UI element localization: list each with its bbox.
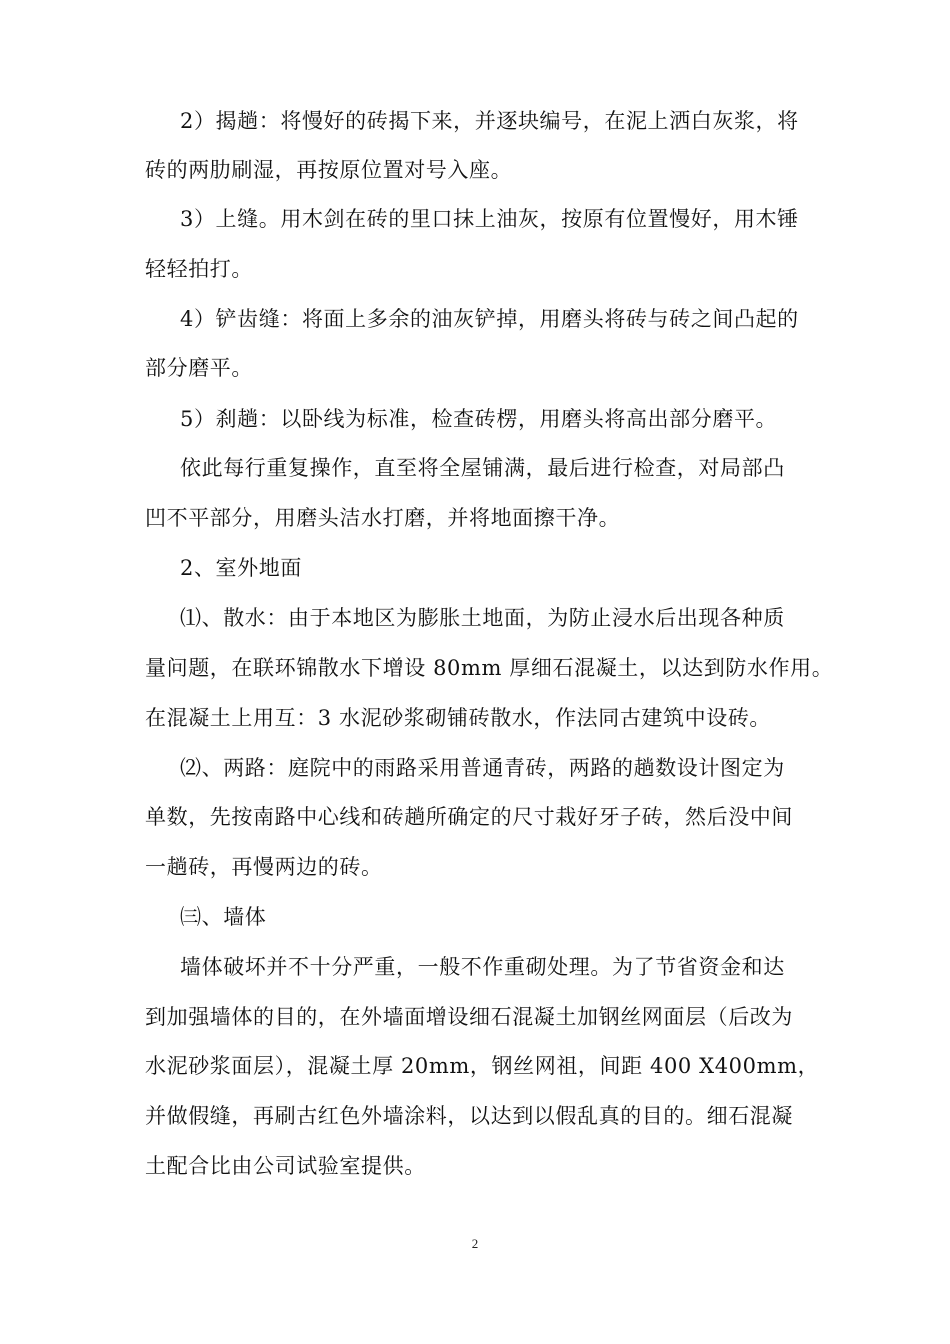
text-line: 部分磨平。: [145, 356, 253, 380]
text-line: 轻轻拍打。: [145, 257, 253, 281]
text-line: 4）铲齿缝：将面上多余的油灰铲掉，用磨头将砖与砖之间凸起的: [180, 307, 799, 331]
text-line: 土配合比由公司试验室提供。: [145, 1154, 426, 1178]
section-heading: ㈢、墙体: [180, 905, 267, 929]
text-line: 3）上缝。用木剑在砖的里口抹上油灰，按原有位置慢好，用木锤: [180, 207, 799, 231]
text-line: 单数，先按南路中心线和砖趟所确定的尺寸栽好牙子砖，然后没中间: [145, 805, 793, 829]
text-line: 墙体破坏并不十分严重，一般不作重砌处理。为了节省资金和达: [180, 955, 785, 979]
text-line: 2）揭趟：将慢好的砖揭下来，并逐块编号，在泥上洒白灰浆，将: [180, 109, 799, 133]
text-line: ⑵、两路：庭院中的雨路采用普通青砖，两路的趟数设计图定为: [180, 756, 785, 780]
text-line: 凹不平部分，用磨头洁水打磨，并将地面擦干净。: [145, 506, 621, 530]
text-line: 依此每行重复操作，直至将全屋铺满，最后进行检查，对局部凸: [180, 456, 785, 480]
section-heading: 2、室外地面: [180, 556, 302, 580]
text-line: 水泥砂浆面层），混凝土厚 20mm，钢丝网祖，间距 400 X400mm，: [145, 1054, 820, 1078]
text-line: 量问题，在联环锦散水下增设 80mm 厚细石混凝土，以达到防水作用。: [145, 656, 834, 680]
text-line: 到加强墙体的目的，在外墙面增设细石混凝土加钢丝网面层（后改为: [145, 1005, 793, 1029]
text-line: 砖的两肋刷湿，再按原位置对号入座。: [145, 158, 513, 182]
text-line: 5）刹趟：以卧线为标准，检查砖楞，用磨头将高出部分磨平。: [180, 407, 778, 431]
text-line: 一趟砖，再慢两边的砖。: [145, 855, 383, 879]
text-line: 在混凝土上用互：3 水泥砂浆砌铺砖散水，作法同古建筑中设砖。: [145, 706, 772, 730]
text-line: 并做假缝，再刷古红色外墙涂料，以达到以假乱真的目的。细石混凝: [145, 1104, 793, 1128]
page-number: 2: [471, 1236, 479, 1251]
text-line: ⑴、散水：由于本地区为膨胀土地面，为防止浸水后出现各种质: [180, 606, 785, 630]
